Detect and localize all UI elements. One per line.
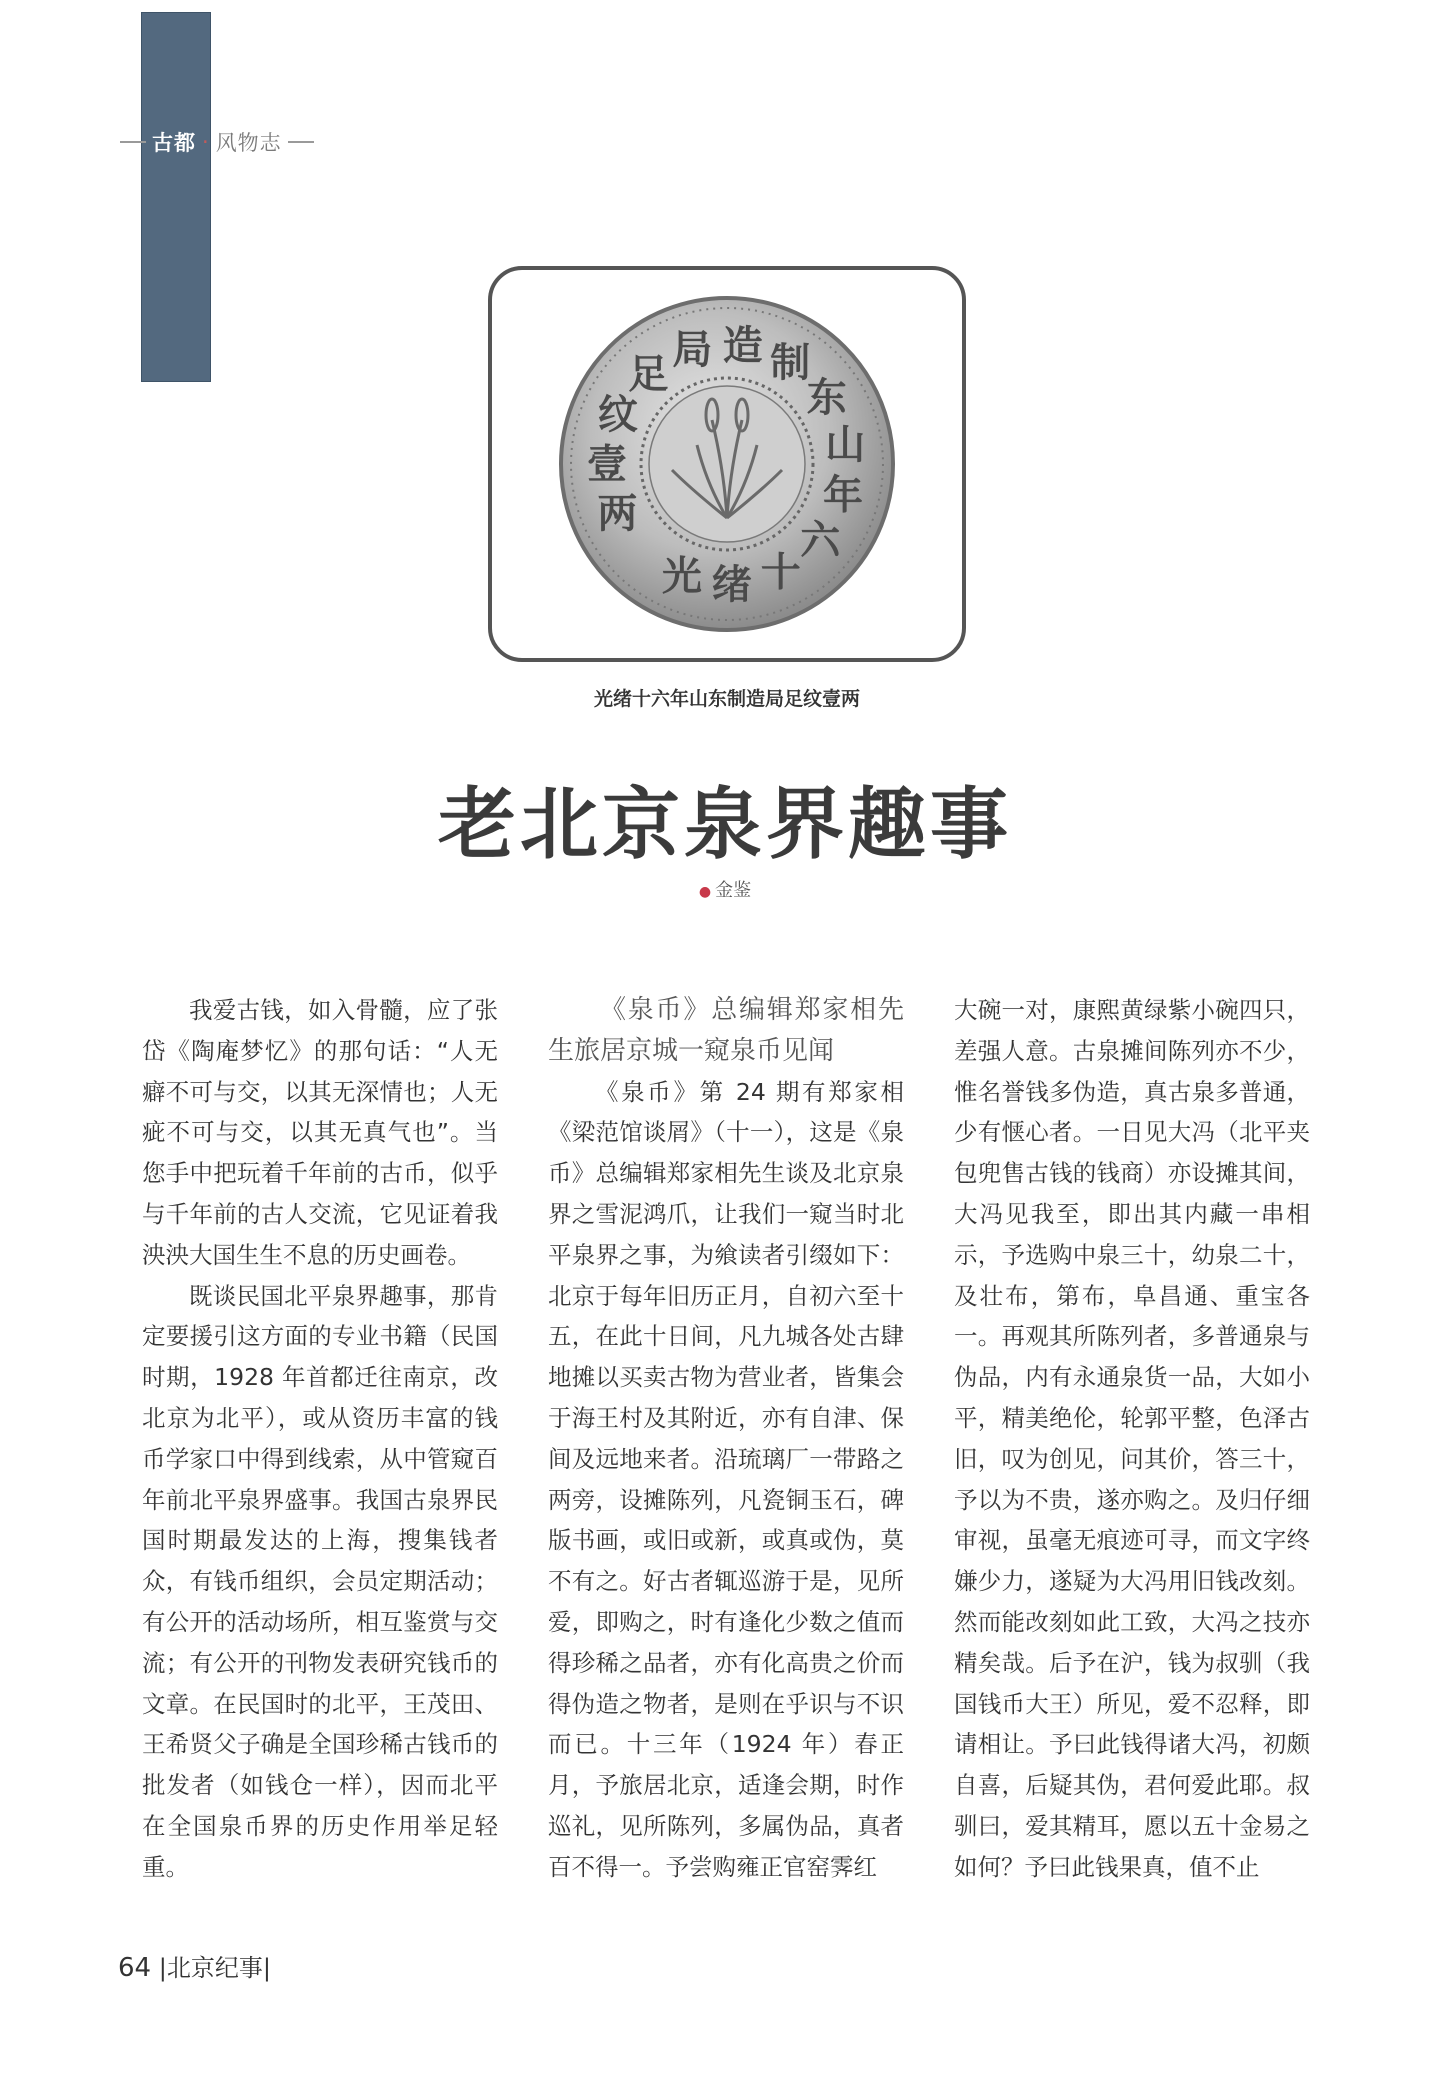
coin-character: 两	[597, 489, 638, 537]
coin-character: 制	[770, 339, 811, 387]
article-column-2	[548, 990, 904, 1888]
image-caption: 光绪十六年山东制造局足纹壹两	[593, 688, 860, 710]
coin-character: 光	[662, 552, 702, 600]
paragraph: 我爱古钱，如入骨髓，应了张岱《陶庵梦忆》的那句话：“人无癖不可与交，以其无深情也；人无疵不可与交，以其无真气也”。当您手中把玩着千年前的古币，似乎与千年前的古人交流，它见证着我泱泱大国生生不息的历史画卷。	[142, 996, 498, 1269]
footer-sep-left: |	[158, 1954, 167, 1982]
article-title: 老北京泉界趣事	[437, 779, 1012, 870]
author-name: 金鉴	[715, 880, 752, 901]
coin-character: 六	[800, 516, 841, 564]
tag-dash-right	[288, 141, 314, 143]
section-sub-label: 风物志	[215, 131, 282, 155]
tag-dash-left	[120, 141, 146, 143]
section-subheading: 《泉币》总编辑郑家相先生旅居京城一窥泉币见闻	[548, 995, 904, 1066]
page-number: 64	[118, 1953, 152, 1983]
decorative-side-bar	[141, 12, 211, 382]
paragraph: 既谈民国北平泉界趣事，那肯定要援引这方面的专业书籍（民国时期，1928 年首都迁往南京，改北京为北平），或从资历丰富的钱币学家口中得到线索，从中管窥百年前北平泉界盛事。我国古泉界民国时期最发达的上海，搜集钱者众，有钱币组织，会员定期活动；有公开的活动场所，相互鉴赏与交流；有公开的刊物发表研究钱币的文章。在民国时的北平，王茂田、王希贤父子确是全国珍稀古钱币的批发者（如钱仓一样），因而北平在全国泉币界的历史作用举足轻重。	[142, 1281, 498, 1881]
magazine-name: 北京纪事	[166, 1954, 263, 1982]
section-tag	[120, 124, 314, 160]
author-bullet: ●	[698, 884, 712, 900]
coin-character: 足	[628, 350, 669, 398]
coin-character: 造	[722, 322, 763, 369]
article-author	[0, 876, 1450, 902]
coin-character: 年	[823, 471, 863, 519]
coin-character: 局	[672, 326, 713, 374]
section-dot: ·	[202, 130, 210, 154]
page-footer	[118, 1948, 271, 1983]
paragraph: 《泉币》第 24 期有郑家相《梁范馆谈屑》（十一），这是《泉币》总编辑郑家相先生谈及北京泉界之雪泥鸿爪，让我们一窥当时北平泉界之事，为飨读者引缀如下：北京于每年旧历正月，自初六至十五，在此十日间，凡九城各处古肆地摊以买卖古物为营业者，皆集会于海王村及其附近，亦有自津、保间及远地来者。沿琉璃厂一带路之两旁，设摊陈列，凡瓷铜玉石，碑版书画，或旧或新，或真或伪，莫不有之。好古者辄巡游于是，见所爱，即购之，时有逢化少数之值而得珍稀之品者，亦有化高贵之价而得伪造之物者，是则在乎识与不识而已。十三年（1924 年）春正月，予旅居北京，适逢会期，时作巡礼，见所陈列，多属伪品，真者百不得一。予尝购雍正官窑霁红	[548, 1077, 904, 1881]
article-column-1	[142, 990, 498, 1888]
coin-character: 绪	[711, 560, 752, 608]
coin-image-frame	[488, 266, 966, 662]
coin-image	[492, 270, 962, 658]
paragraph: 大碗一对，康熙黄绿紫小碗四只，差强人意。古泉摊间陈列亦不少，惟名誉钱多伪造，真古泉多普通，少有惬心者。一日见大冯（北平夹包兜售古钱的钱商）亦设摊其间，大冯见我至，即出其内藏一串相示，予选购中泉三十，幼泉二十，及壮布，第布，阜昌通、重宝各一。再观其所陈列者，多普通泉与伪品，内有永通泉货一品，大如小平，精美绝伦，轮郭平整，色泽古旧，叹为创见，问其价，答三十，予以为不贵，遂亦购之。及归仔细审视，虽毫无痕迹可寻，而文字终嫌少力，遂疑为大冯用旧钱改刻。然而能改刻如此工致，大冯之技亦精矣哉。后予在沪，钱为叔驯（我国钱币大王）所见，爱不忍释，即请相让。予曰此钱得诸大冯，初颇自喜，后疑其伪，君何爱此耶。叔驯曰，爱其精耳，愿以五十金易之如何？予曰此钱果真，值不止	[954, 996, 1310, 1881]
footer-sep-right: |	[262, 1954, 271, 1982]
section-main-label: 古都	[152, 131, 196, 155]
article-column-3	[954, 990, 1310, 1888]
coin-character: 东	[806, 374, 847, 422]
coin-character: 壹	[587, 440, 627, 488]
coin-character: 十	[760, 548, 801, 596]
coin-character: 纹	[597, 391, 638, 438]
coin-character: 山	[825, 421, 866, 469]
